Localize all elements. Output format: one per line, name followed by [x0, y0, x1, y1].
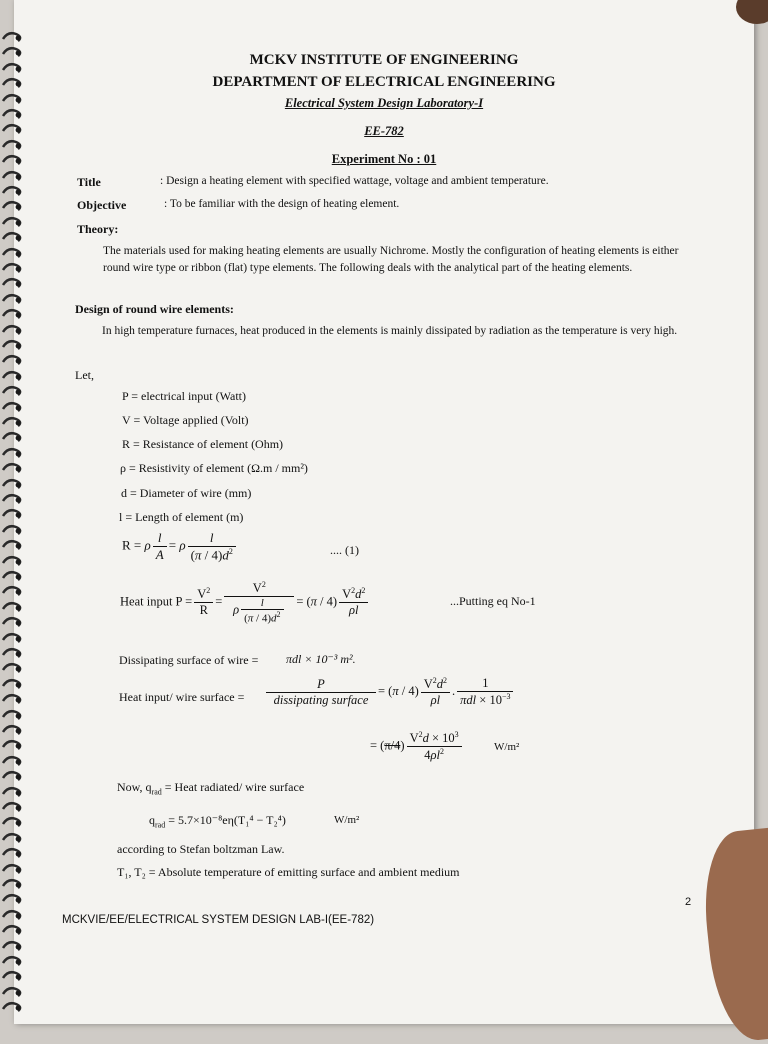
now-rest: = Heat radiated/ wire surface [161, 780, 305, 794]
binding-coil [2, 569, 24, 581]
design-body: In high temperature furnaces, heat produced in the elements is mainly dissipated by radiation as the temperature is very high. [102, 325, 678, 337]
binding-coil [2, 430, 24, 442]
heat-input-label: Heat input [120, 594, 173, 609]
design-heading: Design of round wire elements: [75, 302, 234, 316]
binding-coil [2, 831, 24, 843]
definition-item: V = Voltage applied (Volt) [122, 413, 249, 427]
binding-coil [2, 892, 24, 904]
equation-tag: .... (1) [330, 543, 359, 557]
binding-coil [2, 369, 24, 381]
binding-coil [2, 138, 24, 150]
putting-note: ...Putting eq No-1 [450, 594, 536, 608]
title-value: : Design a heating element with specified wattage, voltage and ambient temperature. [160, 175, 549, 187]
binding-coil [2, 400, 24, 412]
binding-coil [2, 985, 24, 997]
course-code: EE-782 [364, 124, 404, 138]
now-text: Now, q [117, 780, 152, 794]
binding-coil [2, 723, 24, 735]
binding-coil [2, 446, 24, 458]
definition-item: R = Resistance of element (Ohm) [122, 437, 284, 451]
qrad-unit: W/m² [334, 814, 360, 826]
lab-title: Electrical System Design Laboratory-I [284, 96, 484, 110]
definition-item: l = Length of element (m) [119, 510, 244, 524]
binding-coil [2, 631, 24, 643]
unit-wm2: W/m² [494, 741, 520, 753]
institute-title: MCKV INSTITUTE OF ENGINEERING [249, 52, 519, 68]
dissipating-expression: πdl × 10⁻³ m². [286, 652, 356, 666]
temperature-definition: T₁, T₂ = Absolute temperature of emitting surface and ambient medium [117, 865, 460, 879]
binding-coil [2, 923, 24, 935]
dissipating-label: Dissipating surface of wire = [119, 653, 259, 667]
binding-coil [2, 969, 24, 981]
binding-coil [2, 954, 24, 966]
binding-coil [2, 846, 24, 858]
binding-coil [2, 862, 24, 874]
page-footer: MCKVIE/EE/ELECTRICAL SYSTEM DESIGN LAB-I(EE-782) [62, 914, 375, 926]
binding-coil [2, 584, 24, 596]
binding-coil [2, 507, 24, 519]
binding-coil [2, 800, 24, 812]
binding-coil [2, 353, 24, 365]
definition-item: ρ = Resistivity of element (Ω.m / mm²) [120, 461, 308, 475]
binding-coil [2, 261, 24, 273]
binding-coil [2, 276, 24, 288]
let-label: Let, [75, 368, 94, 382]
binding-coil [2, 30, 24, 42]
binding-coil [2, 815, 24, 827]
page-number: 2 [685, 896, 692, 908]
binding-coil [2, 184, 24, 196]
binding-coil [2, 477, 24, 489]
experiment-number: Experiment No : 01 [331, 152, 437, 166]
heat-wire-label: Heat input/ wire surface = [119, 690, 245, 704]
binding-coil [2, 769, 24, 781]
binding-coil [2, 246, 24, 258]
stefan-note: according to Stefan boltzman Law. [117, 842, 285, 856]
binding-coil [2, 323, 24, 335]
equation-heat-input: Heat input P = $\frac{V^2}{R}$ = $V^2$ ρ $\frac{l}{(\pi / 4)d^2}$ = (π / 4) $\frac{V^2d^2}{\rho l}$ [120, 580, 370, 625]
binding-coil [2, 646, 24, 658]
binding-coil [2, 708, 24, 720]
binding-coil [2, 538, 24, 550]
binding-coil [2, 661, 24, 673]
binding-coil [2, 199, 24, 211]
frac-dissipating: dissipating surface [273, 692, 369, 707]
binding-coil [2, 600, 24, 612]
qrad-expression: = 5.7×10⁻⁸eη(T₁⁴ − T₂⁴) [165, 813, 286, 827]
binding-coil [2, 523, 24, 535]
binding-coil [2, 554, 24, 566]
frac-p: P [266, 677, 376, 693]
qrad-definition: Now, $q_{rad}$ = Heat radiated/ wire surface [117, 780, 305, 797]
binding-coil [2, 169, 24, 181]
binding-coil [2, 230, 24, 242]
binding-coil [2, 677, 24, 689]
objective-label: Objective [77, 198, 127, 212]
objective-value: : To be familiar with the design of heating element. [164, 198, 400, 210]
binding-coil [2, 754, 24, 766]
binding-coil [2, 692, 24, 704]
binding-coil [2, 908, 24, 920]
binding-coil [2, 939, 24, 951]
equation-heat-wire-result: = (π/4) $\frac{V^2d \times 10^3}{4\rho l^2}$ [370, 730, 464, 763]
binding-coil [2, 461, 24, 473]
binding-coil [2, 738, 24, 750]
binding-coil [2, 877, 24, 889]
qrad-equation: $q_{rad} = 5.7\times 10^{-8}e\eta(T_1^4 - T_2^4)$ [149, 813, 286, 830]
binding-coil [2, 215, 24, 227]
theory-body: The materials used for making heating elements are usually Nichrome. Mostly the configuration of heating elements is either round wire type or ribbon (flat) type elements. The following deals with the analytical part of the heating elements. [103, 245, 679, 274]
binding-coil [2, 307, 24, 319]
binding-coil [2, 415, 24, 427]
department-title: DEPARTMENT OF ELECTRICAL ENGINEERING [212, 74, 556, 90]
binding-coil [2, 785, 24, 797]
equation-heat-wire: $\frac{P}{\text{dissipating surface}}$ = (π / 4) $\frac{V^2d^2}{\rho l}$ . $\frac{1}{\pi dl \times 10^{-3}}$ [264, 676, 515, 708]
binding-coil [2, 615, 24, 627]
binding-coil [2, 492, 24, 504]
equation-resistance: R = ρ $\frac{l}{A}$ = ρ $\frac{l}{(\pi / 4)d^2}$ [122, 530, 238, 563]
theory-heading: Theory: [77, 222, 119, 236]
binding-coil [2, 1000, 24, 1012]
binding-coil [2, 384, 24, 396]
binding-coil [2, 338, 24, 350]
title-label: Title [77, 175, 101, 189]
definition-item: d = Diameter of wire (mm) [121, 486, 252, 500]
binding-coil [2, 292, 24, 304]
definition-item: P = electrical input (Watt) [122, 389, 246, 403]
